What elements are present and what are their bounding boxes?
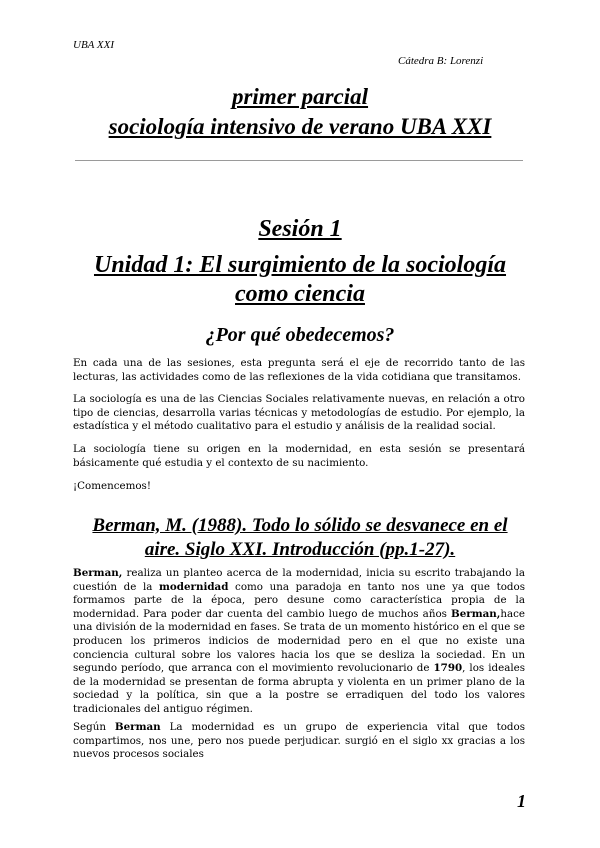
- page-number: 1: [517, 791, 526, 811]
- author-name: Berman,: [73, 567, 123, 579]
- intro-paragraph-1: En cada una de las sesiones, esta pregunta será el eje de recorrido tanto de las lecturas, las actividades como de las reflexiones de la vida cotidiana que transitamos.: [73, 357, 525, 383]
- section-question: ¿Por qué obedecemos?: [205, 324, 395, 346]
- unit-heading-line1: Unidad 1: El surgimiento de la sociología: [93, 252, 507, 278]
- reading-paragraph-1: Berman, realiza un planteo acerca de la modernidad, inicia su escrito trabajando la cuestión de la modernidad como una paradoja en tanto nos une ya que todos formamos parte de la época, pero desune como característica propia de la modernidad. Para poder dar cuenta del cambio luego de muchos años Berman,hace una división de la modernidad en fases. Se trata de un momento histórico en el que se producen los primeros indicios de modernidad pero en el que no existe una conciencia cultural sobre los valores hacia los que se desliza la sociedad. En un segundo período, que arranca con el movimiento revolucionario de 1790, los ideales de la modernidad se presentan de forma abrupta y violenta en un primer plano de la sociedad y la política, sin que a la postre se erradiquen del todo los valores tradicionales del antiguo régimen.: [73, 567, 526, 715]
- year-1790: 1790: [433, 662, 463, 675]
- header-right: Cátedra B: Lorenzi: [398, 55, 484, 67]
- doc-title-line1: primer parcial: [231, 84, 369, 109]
- reading-paragraph-2: Según Berman La modernidad es un grupo de experiencia vital que todos compartimos, nos une, pero nos puede perjudicar. surgió en el siglo xx gracias a los nuevos procesos sociales: [73, 721, 525, 761]
- session-heading: Sesión 1: [258, 216, 342, 242]
- term-modernidad: modernidad: [159, 580, 229, 593]
- reading-heading-line2: aire. Siglo XXI. Introducción (pp.1-27).: [144, 539, 456, 560]
- intro-paragraph-2: La sociología es una de las Ciencias Sociales relativamente nuevas, en relación a otro tipo de ciencias, desarrolla varias técnicas y metodologías de estudio. Por ejemplo, la estadística y el método cualitativo para el estudio y análisis de la realidad social.: [73, 393, 525, 433]
- author-name: Berman: [114, 721, 161, 733]
- reading-heading-line1: Berman, M. (1988). Todo lo sólido se desvanece en el: [92, 515, 508, 536]
- intro-paragraph-4: ¡Comencemos!: [73, 480, 151, 492]
- header-left: UBA XXI: [73, 39, 115, 51]
- unit-heading-line2: como ciencia: [235, 281, 365, 307]
- doc-title-line2: sociología intensivo de verano UBA XXI: [108, 114, 492, 139]
- title-divider: [75, 160, 523, 161]
- author-name: Berman,: [451, 607, 501, 620]
- intro-paragraph-3: La sociología tiene su origen en la modernidad, en esta sesión se presentará básicamente qué estudia y el contexto de su nacimiento.: [73, 443, 525, 469]
